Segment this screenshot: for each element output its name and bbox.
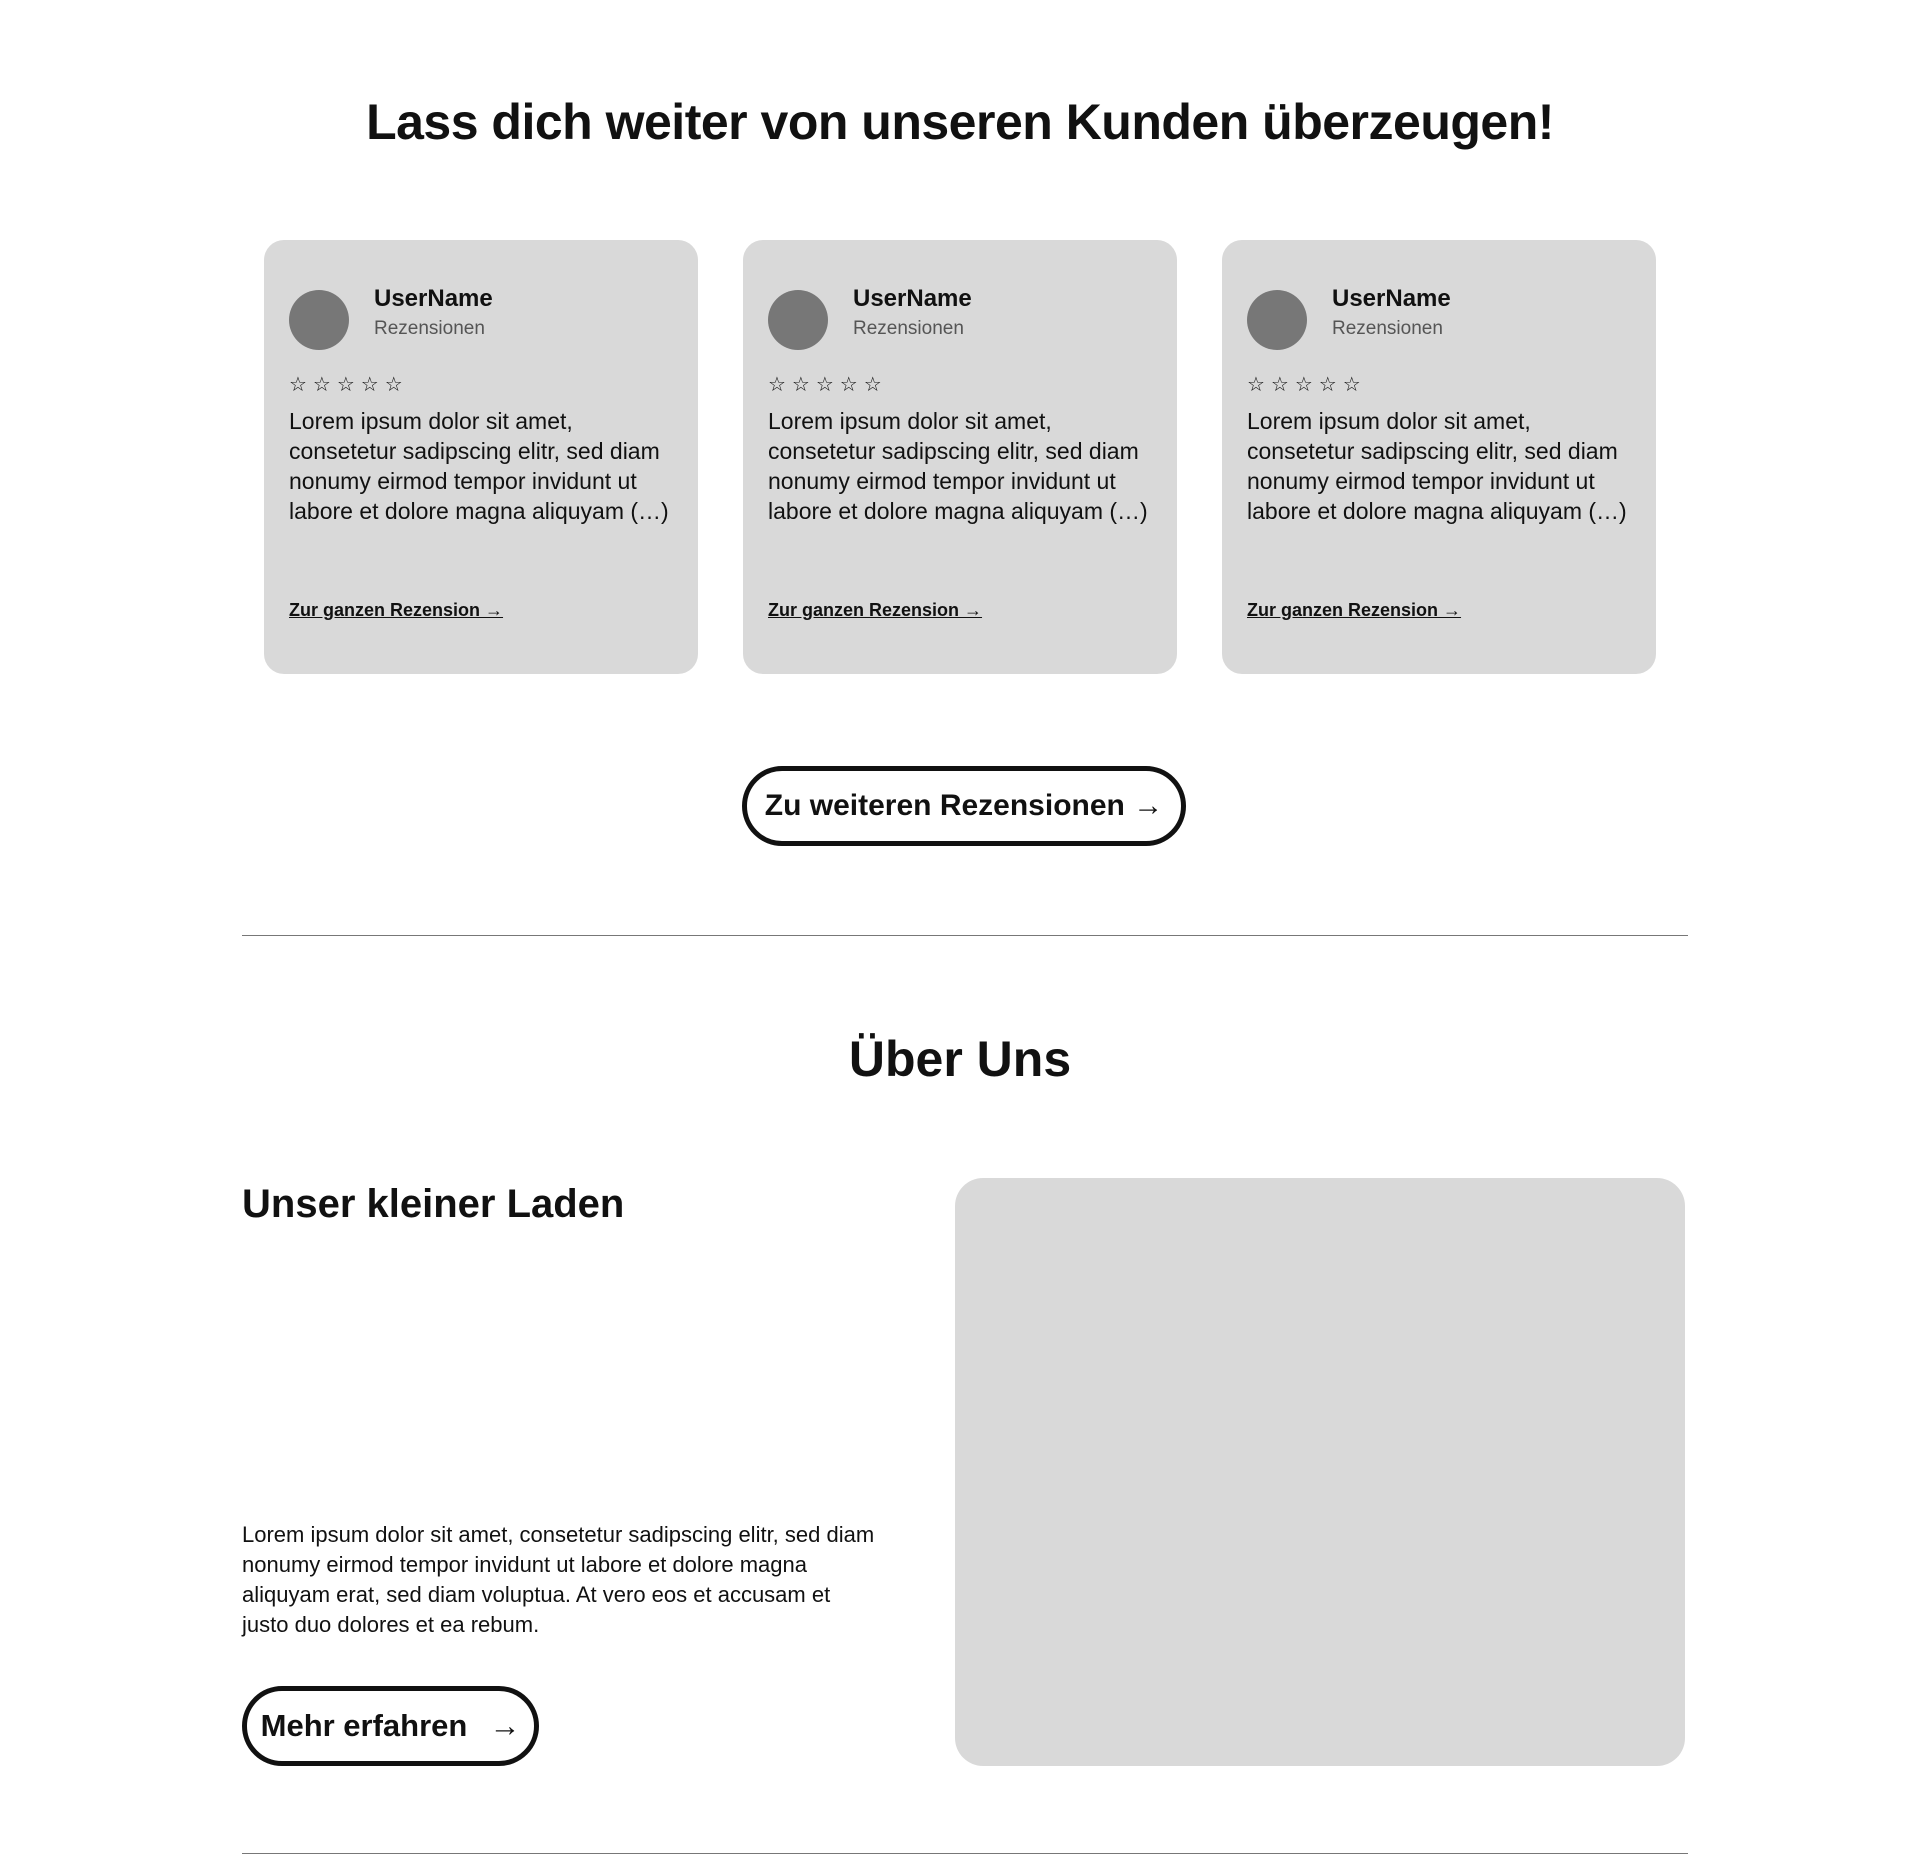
user-meta bbox=[374, 283, 493, 343]
about-title: Über Uns bbox=[848, 1031, 1072, 1087]
review-cards bbox=[264, 240, 1656, 674]
full-review-link[interactable]: Zur ganzen Rezension → bbox=[768, 600, 983, 620]
about-subtitle: Unser kleiner Laden bbox=[242, 1182, 625, 1226]
user-reviews-label: Rezensionen bbox=[853, 318, 964, 339]
star-rating-icon: ☆☆☆☆☆ bbox=[768, 372, 888, 396]
star-rating-icon: ☆☆☆☆☆ bbox=[289, 372, 409, 396]
review-card-header bbox=[289, 285, 673, 350]
avatar bbox=[289, 290, 349, 350]
review-card bbox=[264, 240, 698, 674]
learn-more-label: Mehr erfahren bbox=[260, 1708, 468, 1743]
avatar bbox=[768, 290, 828, 350]
about-image-placeholder bbox=[955, 1178, 1685, 1766]
user-name: UserName bbox=[374, 285, 493, 312]
reviews-title: Lass dich weiter von unseren Kunden überzeugen! bbox=[366, 94, 1554, 150]
user-meta bbox=[1332, 283, 1451, 343]
learn-more-button[interactable] bbox=[242, 1686, 539, 1766]
full-review-link[interactable]: Zur ganzen Rezension → bbox=[289, 600, 504, 620]
review-card-header bbox=[1247, 285, 1631, 350]
star-rating-icon: ☆☆☆☆☆ bbox=[1247, 372, 1367, 396]
more-reviews-button[interactable]: Zu weiteren Rezensionen → bbox=[742, 766, 1186, 846]
about-text: Lorem ipsum dolor sit amet, consetetur sadipscing elitr, sed diam nonumy eirmod tempor invidunt ut labore et dolore magna aliquyam erat, sed diam voluptua. At vero eos et accusam et justo duo dolores et ea rebum. bbox=[242, 1522, 875, 1637]
user-name: UserName bbox=[853, 285, 972, 312]
user-reviews-label: Rezensionen bbox=[1332, 318, 1443, 339]
full-review-link[interactable]: Zur ganzen Rezension → bbox=[1247, 600, 1462, 620]
review-card-header bbox=[768, 285, 1152, 350]
user-meta bbox=[853, 283, 972, 343]
review-text: Lorem ipsum dolor sit amet, consetetur sadipscing elitr, sed diam nonumy eirmod tempor invidunt ut labore et dolore magna aliquyam (…) bbox=[289, 408, 669, 524]
avatar bbox=[1247, 290, 1307, 350]
user-reviews-label: Rezensionen bbox=[374, 318, 485, 339]
user-name: UserName bbox=[1332, 285, 1451, 312]
review-text: Lorem ipsum dolor sit amet, consetetur sadipscing elitr, sed diam nonumy eirmod tempor invidunt ut labore et dolore magna aliquyam (…) bbox=[1247, 408, 1627, 524]
review-text: Lorem ipsum dolor sit amet, consetetur sadipscing elitr, sed diam nonumy eirmod tempor invidunt ut labore et dolore magna aliquyam (…) bbox=[768, 408, 1148, 524]
section-divider bbox=[242, 935, 1688, 936]
review-card bbox=[743, 240, 1177, 674]
review-card bbox=[1222, 240, 1656, 674]
arrow-right-icon: → bbox=[489, 1708, 521, 1743]
